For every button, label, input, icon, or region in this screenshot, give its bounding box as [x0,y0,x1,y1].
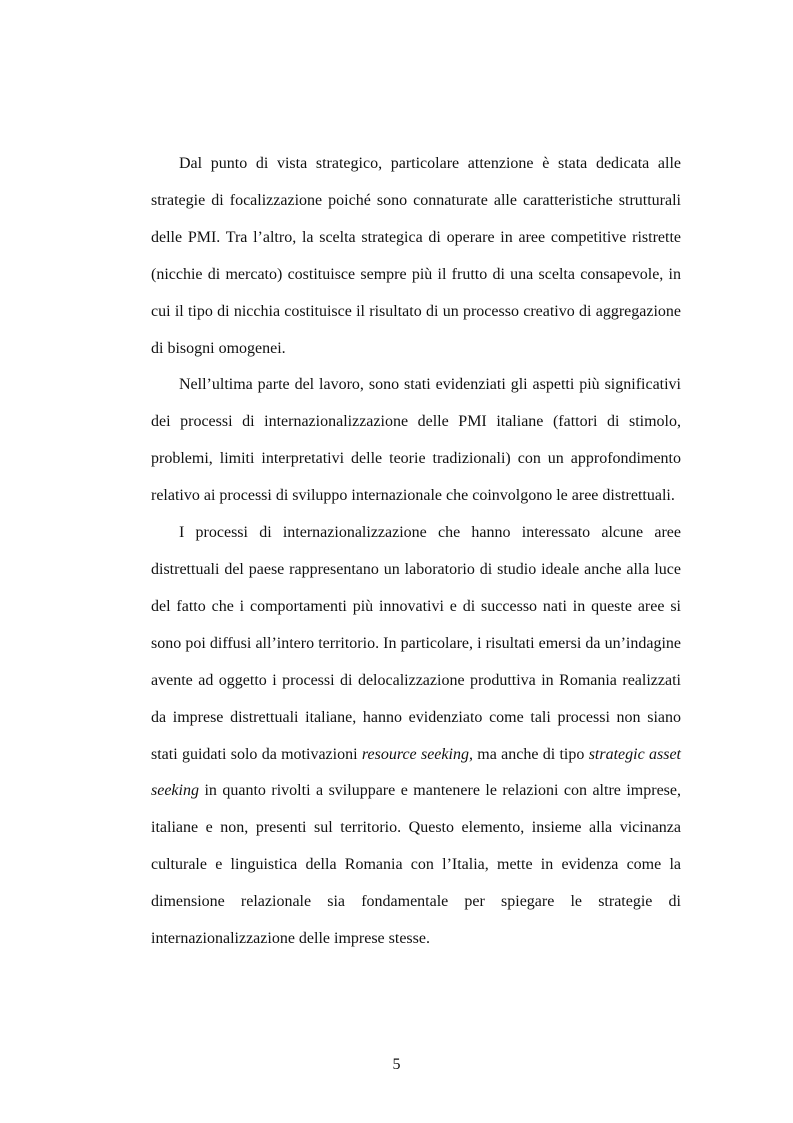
paragraph-text: I processi di internazionalizzazione che hanno interessato alcune aree distrettuali del paese rappresentano un laboratorio di studio ideale anche alla luce del fatto che i comportamenti più innovativi e di successo nati in queste aree si sono poi diffusi all’intero territorio. In particolare, i risultati emersi da un’indagine avente ad oggetto i processi di delocalizzazione produttiva in Romania realizzati da imprese distrettuali italiane, hanno evidenziato come tali processi non siano stati guidati solo da motivazioni [151,524,681,763]
paragraph-district-internationalization [151,515,681,958]
italic-term-resource-seeking: resource seeking [361,745,469,763]
body-text [151,146,681,958]
paragraph-focalization-strategies [151,146,681,367]
italic-term-strategic-asset-seeking: strategic asset seeking [151,745,682,800]
paragraph-text: Nell’ultima parte del lavoro, sono stati evidenziati gli aspetti più significativi dei processi di internazionalizzazione delle PMI italiane (fattori di stimolo, problemi, limiti interpretativi delle teorie tradizionali) con un approfondimento relativo ai processi di sviluppo internazionale che coinvolgono le aree distrettuali. [151,376,681,505]
page-number: 5 [392,1056,401,1073]
paragraph-internationalization-overview [151,367,681,515]
paragraph-text: Dal punto di vista strategico, particolare attenzione è stata dedicata alle strategie di focalizzazione poiché sono connaturate alle caratteristiche strutturali delle PMI. Tra l’altro, la scelta strategica di operare in aree competitive ristrette (nicchie di mercato) costituisce sempre più il frutto di una scelta consapevole, in cui il tipo di nicchia costituisce il risultato di un processo creativo di aggregazione di bisogni omogenei. [151,155,681,357]
paragraph-text: , ma anche di tipo [468,745,589,763]
paragraph-text: in quanto rivolti a sviluppare e mantenere le relazioni con altre imprese, italiane e non, presenti sul territorio. Questo elemento, insieme alla vicinanza culturale e linguistica della Romania con l’Italia, mette in evidenza come la dimensione relazionale sia fondamentale per spiegare le strategie di internazionalizzazione delle imprese stesse. [151,782,681,948]
